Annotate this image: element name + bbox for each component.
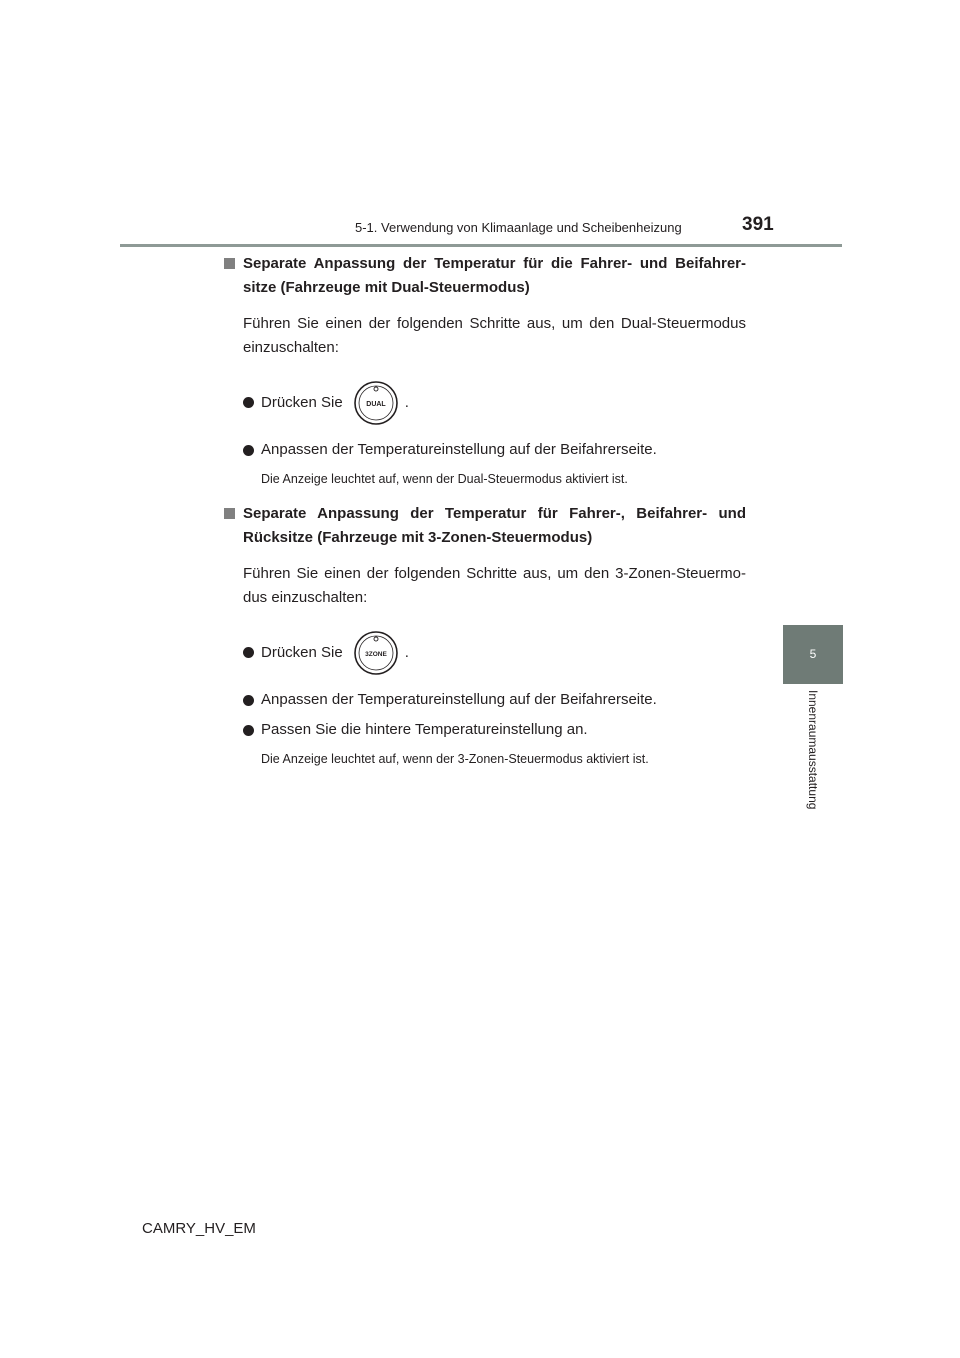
list-item-passenger-temp-dual: Anpassen der Temperatureinstellung auf der Beifahrerseite. xyxy=(224,438,746,462)
dial-button-label: 3ZONE xyxy=(364,651,387,658)
square-bullet-icon xyxy=(224,258,235,269)
section-intro-dual: Führen Sie einen der folgenden Schritte aus, um den Dual-Steuermodus einzuschalten: xyxy=(243,315,746,356)
round-bullet-icon xyxy=(243,445,254,456)
section-note-3zone: Die Anzeige leuchtet auf, wenn der 3-Zonen-Steuermodus aktiviert ist. xyxy=(261,752,649,766)
section-note-dual: Die Anzeige leuchtet auf, wenn der Dual-Steuermodus aktiviert ist. xyxy=(261,472,628,486)
section-heading-3zone: Separate Anpassung der Temperatur für Fahrer-, Beifahrer- und Rücksitze (Fahrzeuge mit 3-Zonen-Steuermodus) xyxy=(224,502,746,550)
page-number: 391 xyxy=(742,214,774,235)
section-intro-3zone: Führen Sie einen der folgenden Schritte aus, um den 3-Zonen-Steuermo-dus einzuschalten: xyxy=(243,565,746,606)
footer-model-code: CAMRY_HV_EM xyxy=(142,1220,256,1237)
round-bullet-icon xyxy=(243,397,254,408)
chapter-tab: 5 xyxy=(783,625,843,684)
header-divider xyxy=(120,244,842,247)
list-item-press-dual: Drücken Sie DUAL . xyxy=(224,380,746,426)
round-bullet-icon xyxy=(243,695,254,706)
dial-button-label: DUAL xyxy=(365,401,386,408)
chapter-label: Innenraumausstattung xyxy=(806,690,820,810)
list-item-rear-temp-3zone: Passen Sie die hintere Temperatureinstellung an. xyxy=(224,718,746,742)
square-bullet-icon xyxy=(224,508,235,519)
dial-button-icon xyxy=(353,380,399,426)
list-item-passenger-temp-3zone: Anpassen der Temperatureinstellung auf der Beifahrerseite. xyxy=(224,688,746,712)
page-content xyxy=(224,252,746,768)
dial-button-icon xyxy=(353,630,399,676)
section-heading-dual: Separate Anpassung der Temperatur für die Fahrer- und Beifahrer-sitze (Fahrzeuge mit Dual-Steuermodus) xyxy=(224,252,746,300)
list-item-press-3zone: Drücken Sie 3ZONE . xyxy=(224,630,746,676)
header-section-title: 5-1. Verwendung von Klimaanlage und Scheibenheizung xyxy=(355,220,682,235)
round-bullet-icon xyxy=(243,647,254,658)
round-bullet-icon xyxy=(243,725,254,736)
